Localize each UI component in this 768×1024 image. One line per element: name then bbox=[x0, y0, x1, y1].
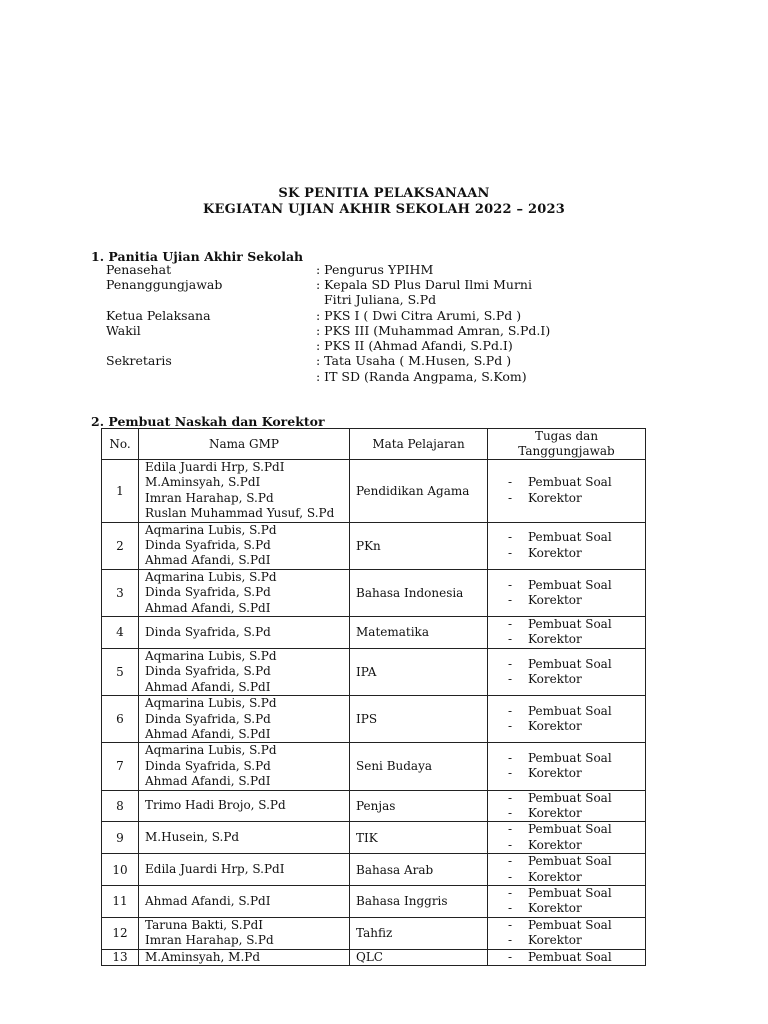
table-row bbox=[102, 522, 646, 569]
teacher-names bbox=[139, 569, 350, 616]
task-label: Korektor bbox=[528, 805, 582, 820]
teacher-names bbox=[139, 917, 350, 949]
bullet-dash: - bbox=[508, 577, 513, 592]
subject-name: Bahasa Inggris bbox=[350, 885, 488, 917]
task-item bbox=[494, 886, 639, 901]
bullet-dash: - bbox=[508, 822, 513, 837]
task-item bbox=[494, 657, 639, 672]
col-header-nama: Nama GMP bbox=[139, 429, 350, 460]
teacher-name: Edila Juardi Hrp, S.PdI bbox=[145, 460, 285, 474]
task-item bbox=[494, 918, 639, 933]
row-number: 3 bbox=[102, 569, 139, 616]
subject-name: QLC bbox=[350, 949, 488, 965]
table-row bbox=[102, 696, 646, 743]
teacher-name: Ruslan Muhammad Yusuf, S.Pd bbox=[145, 506, 335, 521]
committee-role-label: Wakil bbox=[106, 323, 141, 338]
teacher-names bbox=[139, 460, 350, 523]
task-item bbox=[494, 870, 639, 885]
teacher-names bbox=[139, 949, 350, 965]
row-number: 12 bbox=[102, 917, 139, 949]
row-number: 5 bbox=[102, 648, 139, 695]
teacher-name: Taruna Bakti, S.PdI bbox=[145, 917, 264, 932]
subject-name: Penjas bbox=[350, 790, 488, 822]
task-label: Korektor bbox=[528, 766, 582, 781]
bullet-dash: - bbox=[508, 790, 513, 805]
bullet-dash: - bbox=[508, 475, 513, 490]
teacher-names bbox=[139, 854, 350, 886]
task-list bbox=[488, 460, 646, 523]
teacher-name: Aqmarina Lubis, S.Pd bbox=[145, 522, 277, 537]
committee-role-value: : Tata Usaha ( M.Husen, S.Pd ) bbox=[316, 353, 512, 368]
col-header-tugas bbox=[488, 429, 646, 460]
task-label: Pembuat Soal bbox=[528, 475, 612, 490]
row-number: 1 bbox=[102, 460, 139, 523]
task-label: Pembuat Soal bbox=[528, 790, 612, 805]
col-header-tugas-line2: Tanggungjawab bbox=[518, 444, 615, 458]
teacher-name: Ahmad Afandi, S.PdI bbox=[145, 774, 271, 789]
teacher-name: Aqmarina Lubis, S.Pd bbox=[145, 569, 277, 584]
teacher-name: Edila Juardi Hrp, S.PdI bbox=[145, 861, 285, 876]
table-row bbox=[102, 854, 646, 886]
committee-role-value: : PKS II (Ahmad Afandi, S.Pd.I) bbox=[316, 338, 513, 353]
task-item bbox=[494, 632, 639, 647]
task-label: Korektor bbox=[528, 837, 582, 852]
teacher-names bbox=[139, 522, 350, 569]
row-number: 4 bbox=[102, 617, 139, 649]
teacher-name: Dinda Syafrida, S.Pd bbox=[145, 538, 271, 553]
task-label: Pembuat Soal bbox=[528, 885, 612, 900]
task-label: Korektor bbox=[528, 933, 582, 948]
task-list bbox=[488, 522, 646, 569]
bullet-dash: - bbox=[508, 837, 513, 852]
bullet-dash: - bbox=[508, 885, 513, 900]
committee-role-label: Penanggungjawab bbox=[106, 277, 223, 292]
bullet-dash: - bbox=[508, 671, 513, 686]
bullet-dash: - bbox=[508, 805, 513, 820]
bullet-dash: - bbox=[508, 703, 513, 718]
task-label: Korektor bbox=[528, 901, 582, 916]
teacher-name: M.Aminsyah, S.PdI bbox=[145, 475, 261, 490]
task-label: Pembuat Soal bbox=[528, 854, 612, 869]
subject-name: IPS bbox=[350, 696, 488, 743]
bullet-dash: - bbox=[508, 632, 513, 647]
subject-name: Bahasa Arab bbox=[350, 854, 488, 886]
bullet-dash: - bbox=[508, 545, 513, 560]
task-label: Pembuat Soal bbox=[528, 917, 612, 932]
committee-role-value: Fitri Juliana, S.Pd bbox=[324, 292, 437, 307]
teacher-name: Ahmad Afandi, S.PdI bbox=[145, 679, 271, 694]
table-row bbox=[102, 790, 646, 822]
task-list bbox=[488, 569, 646, 616]
subject-name: Seni Budaya bbox=[350, 743, 488, 790]
task-item bbox=[494, 546, 639, 561]
teacher-name: Dinda Syafrida, S.Pd bbox=[145, 711, 271, 726]
task-list bbox=[488, 917, 646, 949]
table-row bbox=[102, 885, 646, 917]
task-label: Pembuat Soal bbox=[528, 577, 612, 592]
col-header-no: No. bbox=[102, 429, 139, 460]
task-label: Korektor bbox=[528, 545, 582, 560]
task-label: Pembuat Soal bbox=[528, 703, 612, 718]
task-item bbox=[494, 475, 639, 490]
table-header-row bbox=[102, 429, 646, 460]
teacher-names bbox=[139, 822, 350, 854]
table-row bbox=[102, 917, 646, 949]
task-item bbox=[494, 704, 639, 719]
subject-name: PKn bbox=[350, 522, 488, 569]
task-label: Korektor bbox=[528, 632, 582, 647]
task-label: Pembuat Soal bbox=[528, 751, 612, 766]
row-number: 13 bbox=[102, 949, 139, 965]
teacher-name: Ahmad Afandi, S.PdI bbox=[145, 726, 271, 741]
task-item bbox=[494, 838, 639, 853]
committee-role-value: : IT SD (Randa Angpama, S.Kom) bbox=[316, 369, 527, 384]
task-item bbox=[494, 950, 639, 965]
task-label: Korektor bbox=[528, 671, 582, 686]
task-item bbox=[494, 806, 639, 821]
subject-name: Matematika bbox=[350, 617, 488, 649]
bullet-dash: - bbox=[508, 766, 513, 781]
table-row bbox=[102, 743, 646, 790]
task-item bbox=[494, 933, 639, 948]
task-list bbox=[488, 617, 646, 649]
committee-role-label: Penasehat bbox=[106, 262, 172, 277]
task-item bbox=[494, 719, 639, 734]
table-row bbox=[102, 460, 646, 523]
teacher-names bbox=[139, 885, 350, 917]
table-row bbox=[102, 569, 646, 616]
task-item bbox=[494, 901, 639, 916]
row-number: 7 bbox=[102, 743, 139, 790]
section2-heading: 2. Pembuat Naskah dan Korektor bbox=[91, 414, 325, 429]
teacher-name: Ahmad Afandi, S.PdI bbox=[145, 893, 271, 908]
teacher-name: Imran Harahap, S.Pd bbox=[145, 490, 274, 505]
row-number: 2 bbox=[102, 522, 139, 569]
subject-name: TIK bbox=[350, 822, 488, 854]
committee-role-value: : Kepala SD Plus Darul Ilmi Murni bbox=[316, 277, 532, 292]
task-label: Korektor bbox=[528, 869, 582, 884]
task-label: Korektor bbox=[528, 719, 582, 734]
task-table bbox=[101, 428, 646, 966]
task-item bbox=[494, 578, 639, 593]
task-item bbox=[494, 822, 639, 837]
bullet-dash: - bbox=[508, 530, 513, 545]
teacher-name: Aqmarina Lubis, S.Pd bbox=[145, 743, 277, 758]
bullet-dash: - bbox=[508, 901, 513, 916]
bullet-dash: - bbox=[508, 949, 513, 964]
bullet-dash: - bbox=[508, 933, 513, 948]
subject-name: Tahfiz bbox=[350, 917, 488, 949]
subject-name: Bahasa Indonesia bbox=[350, 569, 488, 616]
teacher-name: M.Husein, S.Pd bbox=[145, 830, 240, 845]
bullet-dash: - bbox=[508, 656, 513, 671]
teacher-name: Dinda Syafrida, S.Pd bbox=[145, 624, 271, 639]
row-number: 11 bbox=[102, 885, 139, 917]
task-item bbox=[494, 491, 639, 506]
task-list bbox=[488, 743, 646, 790]
task-list bbox=[488, 822, 646, 854]
task-label: Korektor bbox=[528, 592, 582, 607]
row-number: 6 bbox=[102, 696, 139, 743]
committee-role-label: Ketua Pelaksana bbox=[106, 308, 211, 323]
table-row bbox=[102, 822, 646, 854]
bullet-dash: - bbox=[508, 592, 513, 607]
task-item bbox=[494, 530, 639, 545]
teacher-names bbox=[139, 617, 350, 649]
task-item bbox=[494, 593, 639, 608]
teacher-name: Imran Harahap, S.Pd bbox=[145, 933, 274, 948]
doc-title-line2: KEGIATAN UJIAN AKHIR SEKOLAH 2022 – 2023 bbox=[203, 202, 565, 217]
task-label: Pembuat Soal bbox=[528, 617, 612, 632]
bullet-dash: - bbox=[508, 751, 513, 766]
teacher-name: Aqmarina Lubis, S.Pd bbox=[145, 648, 277, 663]
bullet-dash: - bbox=[508, 490, 513, 505]
task-list bbox=[488, 949, 646, 965]
bullet-dash: - bbox=[508, 869, 513, 884]
teacher-name: Aqmarina Lubis, S.Pd bbox=[145, 696, 277, 711]
bullet-dash: - bbox=[508, 617, 513, 632]
bullet-dash: - bbox=[508, 917, 513, 932]
committee-role-value: : PKS I ( Dwi Citra Arumi, S.Pd ) bbox=[316, 308, 522, 323]
committee-role-value: : Pengurus YPIHM bbox=[316, 262, 434, 277]
task-label: Korektor bbox=[528, 490, 582, 505]
committee-role-value: : PKS III (Muhammad Amran, S.Pd.I) bbox=[316, 323, 551, 338]
row-number: 8 bbox=[102, 790, 139, 822]
col-header-mapel: Mata Pelajaran bbox=[350, 429, 488, 460]
row-number: 9 bbox=[102, 822, 139, 854]
teacher-names bbox=[139, 743, 350, 790]
teacher-name: Ahmad Afandi, S.PdI bbox=[145, 600, 271, 615]
table-row bbox=[102, 648, 646, 695]
table-row bbox=[102, 949, 646, 965]
task-item bbox=[494, 751, 639, 766]
subject-name: IPA bbox=[350, 648, 488, 695]
teacher-names bbox=[139, 696, 350, 743]
task-list bbox=[488, 885, 646, 917]
committee-role-label: Sekretaris bbox=[106, 353, 172, 368]
task-item bbox=[494, 672, 639, 687]
bullet-dash: - bbox=[508, 719, 513, 734]
row-number: 10 bbox=[102, 854, 139, 886]
table-row bbox=[102, 617, 646, 649]
task-label: Pembuat Soal bbox=[528, 949, 612, 964]
teacher-name: Dinda Syafrida, S.Pd bbox=[145, 585, 271, 600]
task-item bbox=[494, 617, 639, 632]
teacher-name: M.Aminsyah, M.Pd bbox=[145, 949, 261, 964]
task-item bbox=[494, 766, 639, 781]
subject-name: Pendidikan Agama bbox=[350, 460, 488, 523]
task-list bbox=[488, 854, 646, 886]
teacher-name: Ahmad Afandi, S.PdI bbox=[145, 553, 271, 568]
task-list bbox=[488, 648, 646, 695]
section1-heading: 1. Panitia Ujian Akhir Sekolah bbox=[91, 249, 304, 264]
task-item bbox=[494, 791, 639, 806]
teacher-names bbox=[139, 790, 350, 822]
teacher-name: Dinda Syafrida, S.Pd bbox=[145, 758, 271, 773]
task-label: Pembuat Soal bbox=[528, 656, 612, 671]
task-item bbox=[494, 854, 639, 869]
task-list bbox=[488, 696, 646, 743]
col-header-tugas-line1: Tugas dan bbox=[534, 429, 599, 443]
task-label: Pembuat Soal bbox=[528, 530, 612, 545]
teacher-names bbox=[139, 648, 350, 695]
task-list bbox=[488, 790, 646, 822]
bullet-dash: - bbox=[508, 854, 513, 869]
teacher-name: Dinda Syafrida, S.Pd bbox=[145, 664, 271, 679]
task-label: Pembuat Soal bbox=[528, 822, 612, 837]
doc-title-line1: SK PENITIA PELAKSANAAN bbox=[278, 186, 490, 201]
teacher-name: Trimo Hadi Brojo, S.Pd bbox=[145, 798, 286, 813]
